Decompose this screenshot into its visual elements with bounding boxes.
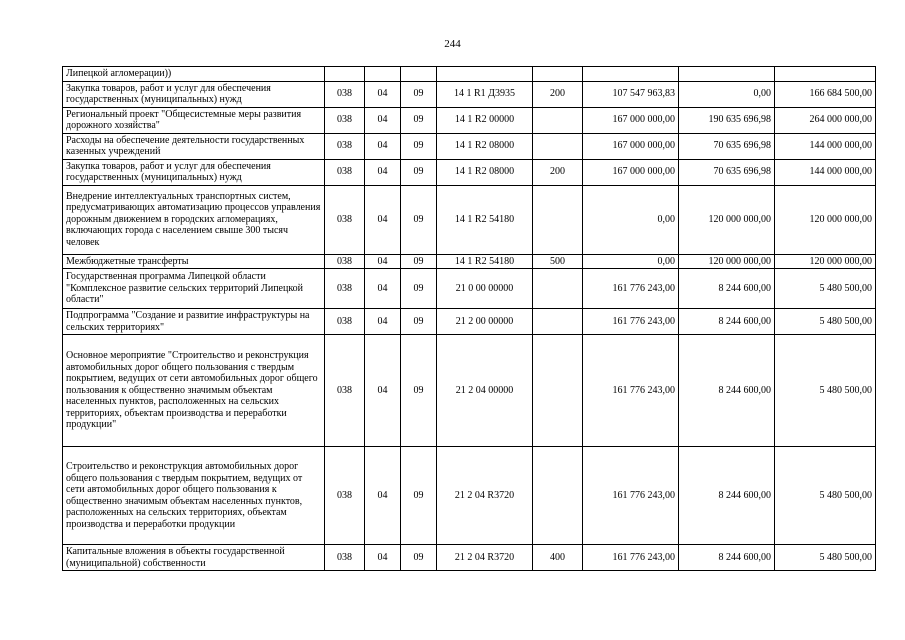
expense-type-cell	[533, 133, 583, 159]
ministry-code-cell: 038	[325, 107, 365, 133]
amount-year2-cell: 8 244 600,00	[679, 545, 775, 571]
target-code-cell	[437, 67, 533, 82]
target-code-cell: 14 1 R1 Д3935	[437, 81, 533, 107]
amount-year2-cell	[679, 67, 775, 82]
subsection-code-cell: 09	[401, 269, 437, 309]
subsection-code-cell: 09	[401, 545, 437, 571]
target-code-cell: 14 1 R2 08000	[437, 159, 533, 185]
subsection-code-cell: 09	[401, 335, 437, 447]
row-name-cell: Региональный проект "Общесистемные меры развития дорожного хозяйства"	[63, 107, 325, 133]
amount-year2-cell: 8 244 600,00	[679, 447, 775, 545]
amount-year2-cell: 120 000 000,00	[679, 254, 775, 269]
amount-year1-cell: 161 776 243,00	[583, 269, 679, 309]
table-row	[63, 159, 876, 185]
target-code-cell: 14 1 R2 54180	[437, 185, 533, 254]
amount-year3-cell: 5 480 500,00	[775, 269, 876, 309]
amount-year1-cell: 0,00	[583, 254, 679, 269]
expense-type-cell	[533, 447, 583, 545]
ministry-code-cell: 038	[325, 133, 365, 159]
target-code-cell: 21 2 00 00000	[437, 309, 533, 335]
amount-year3-cell	[775, 67, 876, 82]
ministry-code-cell: 038	[325, 159, 365, 185]
row-name-cell: Закупка товаров, работ и услуг для обеспечения государственных (муниципальных) нужд	[63, 159, 325, 185]
amount-year3-cell: 120 000 000,00	[775, 254, 876, 269]
row-name-cell: Расходы на обеспечение деятельности государственных казенных учреждений	[63, 133, 325, 159]
amount-year3-cell: 5 480 500,00	[775, 335, 876, 447]
amount-year1-cell: 107 547 963,83	[583, 81, 679, 107]
target-code-cell: 21 2 04 R3720	[437, 447, 533, 545]
page-number: 244	[444, 38, 461, 50]
table-row	[63, 269, 876, 309]
section-code-cell: 04	[365, 185, 401, 254]
amount-year1-cell: 0,00	[583, 185, 679, 254]
amount-year3-cell: 166 684 500,00	[775, 81, 876, 107]
amount-year2-cell: 8 244 600,00	[679, 269, 775, 309]
amount-year1-cell: 161 776 243,00	[583, 335, 679, 447]
ministry-code-cell: 038	[325, 254, 365, 269]
section-code-cell: 04	[365, 133, 401, 159]
table-row	[63, 185, 876, 254]
section-code-cell: 04	[365, 107, 401, 133]
ministry-code-cell: 038	[325, 309, 365, 335]
amount-year3-cell: 144 000 000,00	[775, 133, 876, 159]
subsection-code-cell: 09	[401, 81, 437, 107]
table-row	[63, 107, 876, 133]
row-name-cell: Государственная программа Липецкой области "Комплексное развитие сельских территорий Липецкой области"	[63, 269, 325, 309]
expense-type-cell	[533, 67, 583, 82]
section-code-cell: 04	[365, 81, 401, 107]
subsection-code-cell: 09	[401, 159, 437, 185]
table-row	[63, 447, 876, 545]
target-code-cell: 14 1 R2 08000	[437, 133, 533, 159]
subsection-code-cell: 09	[401, 309, 437, 335]
expense-type-cell	[533, 107, 583, 133]
table-row	[63, 67, 876, 82]
row-name-cell: Липецкой агломерации))	[63, 67, 325, 82]
subsection-code-cell: 09	[401, 107, 437, 133]
section-code-cell: 04	[365, 335, 401, 447]
amount-year1-cell	[583, 67, 679, 82]
subsection-code-cell: 09	[401, 133, 437, 159]
section-code-cell: 04	[365, 447, 401, 545]
ministry-code-cell: 038	[325, 335, 365, 447]
expense-type-cell	[533, 335, 583, 447]
ministry-code-cell	[325, 67, 365, 82]
amount-year1-cell: 167 000 000,00	[583, 159, 679, 185]
amount-year2-cell: 0,00	[679, 81, 775, 107]
row-name-cell: Подпрограмма "Создание и развитие инфраструктуры на сельских территориях"	[63, 309, 325, 335]
target-code-cell: 21 2 04 00000	[437, 335, 533, 447]
ministry-code-cell: 038	[325, 447, 365, 545]
expense-type-cell	[533, 309, 583, 335]
amount-year1-cell: 167 000 000,00	[583, 107, 679, 133]
section-code-cell	[365, 67, 401, 82]
table-body	[63, 67, 876, 571]
amount-year3-cell: 120 000 000,00	[775, 185, 876, 254]
section-code-cell: 04	[365, 254, 401, 269]
row-name-cell: Строительство и реконструкция автомобильных дорог общего пользования с твердым покрытием, ведущих от сети автомобильных дорог общего пользования к общественно значимым объектам населенных пунктов, расположенных на сельских территориях, объектам производства и переработки продукции	[63, 447, 325, 545]
amount-year1-cell: 167 000 000,00	[583, 133, 679, 159]
expense-type-cell: 200	[533, 81, 583, 107]
row-name-cell: Закупка товаров, работ и услуг для обеспечения государственных (муниципальных) нужд	[63, 81, 325, 107]
amount-year1-cell: 161 776 243,00	[583, 447, 679, 545]
table-row	[63, 335, 876, 447]
subsection-code-cell	[401, 67, 437, 82]
expense-type-cell: 200	[533, 159, 583, 185]
row-name-cell: Основное мероприятие "Строительство и реконструкция автомобильных дорог общего пользования с твердым покрытием, ведущих от сети автомобильных дорог общего пользования к общественно значимым объектам населенных пунктов, расположенных на сельских территориях, объектам производства и переработки продукции"	[63, 335, 325, 447]
expense-type-cell: 400	[533, 545, 583, 571]
section-code-cell: 04	[365, 159, 401, 185]
ministry-code-cell: 038	[325, 185, 365, 254]
amount-year3-cell: 5 480 500,00	[775, 447, 876, 545]
expense-type-cell: 500	[533, 254, 583, 269]
amount-year1-cell: 161 776 243,00	[583, 545, 679, 571]
table-row	[63, 545, 876, 571]
subsection-code-cell: 09	[401, 185, 437, 254]
table-row	[63, 309, 876, 335]
section-code-cell: 04	[365, 309, 401, 335]
expense-type-cell	[533, 185, 583, 254]
table-row	[63, 81, 876, 107]
amount-year2-cell: 190 635 696,98	[679, 107, 775, 133]
row-name-cell: Капитальные вложения в объекты государственной (муниципальной) собственности	[63, 545, 325, 571]
target-code-cell: 14 1 R2 00000	[437, 107, 533, 133]
amount-year2-cell: 8 244 600,00	[679, 335, 775, 447]
amount-year3-cell: 144 000 000,00	[775, 159, 876, 185]
section-code-cell: 04	[365, 269, 401, 309]
subsection-code-cell: 09	[401, 254, 437, 269]
target-code-cell: 21 2 04 R3720	[437, 545, 533, 571]
subsection-code-cell: 09	[401, 447, 437, 545]
amount-year3-cell: 264 000 000,00	[775, 107, 876, 133]
amount-year1-cell: 161 776 243,00	[583, 309, 679, 335]
amount-year2-cell: 70 635 696,98	[679, 159, 775, 185]
amount-year2-cell: 8 244 600,00	[679, 309, 775, 335]
budget-table	[62, 66, 876, 571]
ministry-code-cell: 038	[325, 269, 365, 309]
amount-year2-cell: 70 635 696,98	[679, 133, 775, 159]
row-name-cell: Внедрение интеллектуальных транспортных систем, предусматривающих автоматизацию процессов управления дорожным движением в городских агломерациях, включающих города с населением свыше 300 тысяч человек	[63, 185, 325, 254]
table-row	[63, 254, 876, 269]
ministry-code-cell: 038	[325, 545, 365, 571]
ministry-code-cell: 038	[325, 81, 365, 107]
amount-year2-cell: 120 000 000,00	[679, 185, 775, 254]
amount-year3-cell: 5 480 500,00	[775, 309, 876, 335]
row-name-cell: Межбюджетные трансферты	[63, 254, 325, 269]
table-row	[63, 133, 876, 159]
target-code-cell: 21 0 00 00000	[437, 269, 533, 309]
amount-year3-cell: 5 480 500,00	[775, 545, 876, 571]
section-code-cell: 04	[365, 545, 401, 571]
expense-type-cell	[533, 269, 583, 309]
target-code-cell: 14 1 R2 54180	[437, 254, 533, 269]
